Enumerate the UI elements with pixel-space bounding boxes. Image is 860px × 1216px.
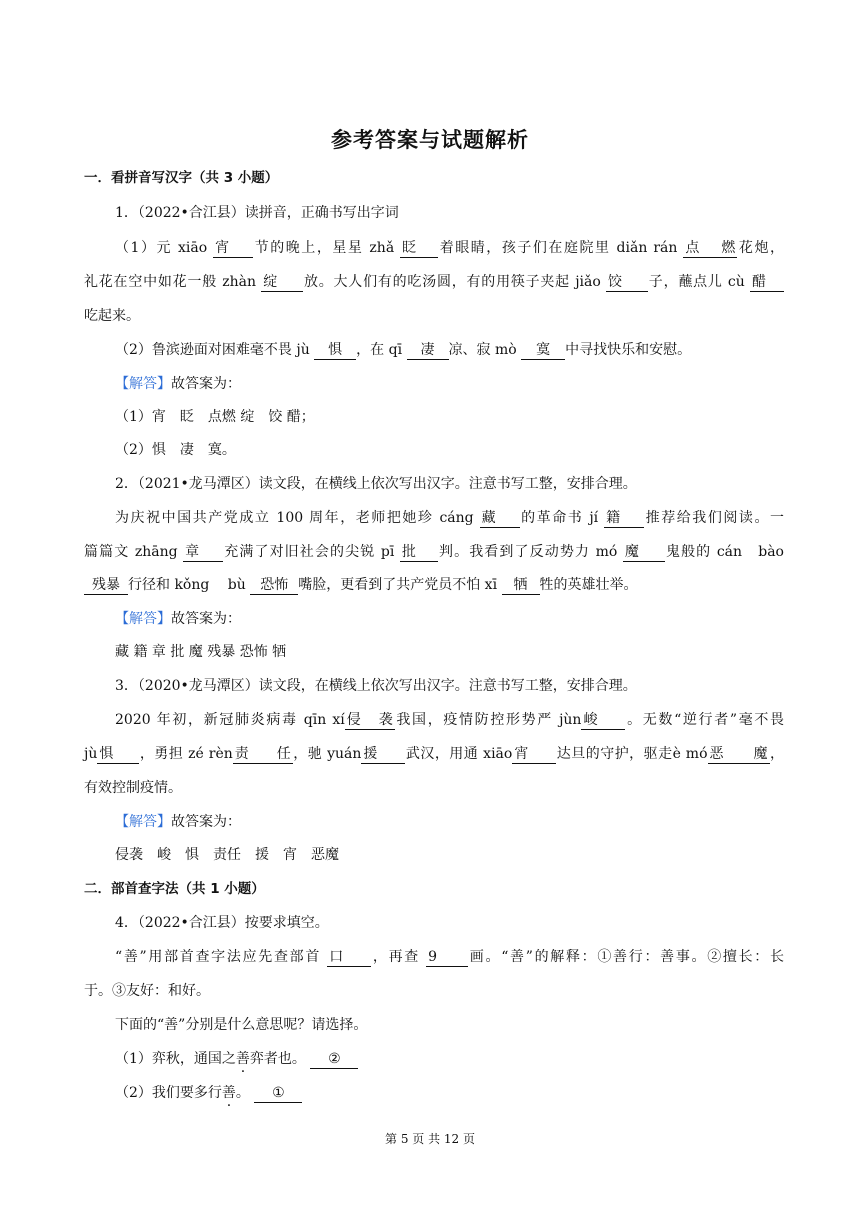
question-3-answer: 侵袭 峻 惧 责任 援 宵 恶魔 <box>115 847 339 863</box>
question-4-line2: 于。③友好：和好。 <box>84 983 210 999</box>
question-4-line3: 下面的“善”分别是什么意思呢？请选择。 <box>115 1017 368 1033</box>
answer-label: 【解答】 <box>115 611 171 627</box>
answer-blank: 章 <box>183 543 223 562</box>
answer-blank: 魔 <box>623 543 665 562</box>
answer-blank: ① <box>254 1084 302 1103</box>
question-1-stem: 1．（2022•合江县）读拼音，正确书写出字词 <box>115 205 399 221</box>
question-3-line3: 有效控制疫情。 <box>84 780 182 796</box>
answer-blank: 责任 <box>234 746 291 762</box>
answer-blank: ② <box>310 1050 358 1069</box>
answer-blank: 饺 <box>606 273 648 292</box>
question-2-line2: 篇篇文 zhāng 章 充满了对旧社会的尖锐 pī 批 判。我看到了反动势力 mó 魔 鬼般的 cán bào <box>84 544 784 560</box>
question-4-line1: “善”用部首查字法应先查部首 口 ，再查 9 画。“善”的解释：①善行：善事。②擅长：长 <box>115 949 784 965</box>
question-2-answer: 藏 籍 章 批 魔 残暴 恐怖 牺 <box>115 644 287 660</box>
answer-blank: 寞 <box>521 341 565 360</box>
page-title: 参考答案与试题解析 <box>331 128 529 152</box>
emphasis-dot-char: 善 <box>221 1085 236 1101</box>
question-2-line3: 残暴 行径和 kǒng bù 恐怖 嘴脸，更看到了共产党员不怕 xī 牺 牲的英雄壮举。 <box>84 575 784 595</box>
question-3-line1: 2020 年初，新冠肺炎病毒 qīn xí 侵袭 我国，疫情防控形势严 jùn 峻 。无数“逆行者”毫不畏 <box>115 712 785 728</box>
answer-blank: 残暴 <box>84 576 128 595</box>
answer-blank: 援 <box>361 745 405 764</box>
answer-blank: 恐怖 <box>250 576 298 595</box>
question-1-part1-line2: 礼花在空中如花一般 zhàn 绽 放。大人们有的吃汤圆，有的用筷子夹起 jiǎo 饺 子，蘸点儿 cù 醋 <box>84 272 784 292</box>
question-1-answer-2: （2）惧 凄 寞。 <box>115 442 236 458</box>
answer-blank: 凄 <box>407 341 449 360</box>
answer-blank: 籍 <box>604 509 644 528</box>
question-3-stem: 3．（2020•龙马潭区）读文段，在横线上依次写出汉字。注意书写工整，安排合理。 <box>115 678 637 694</box>
answer-blank: 侵袭 <box>346 712 393 728</box>
question-4-stem: 4．（2022•合江县）按要求填空。 <box>115 915 329 931</box>
answer-blank: 惧 <box>97 745 139 764</box>
question-3-line2: jù 惧 ，勇担 zé rèn 责任 ，驰 yuán 援 武汉，用通 xiāo 宵 达旦的守护，驱走è mó 恶魔 ， <box>84 746 784 762</box>
answer-blank: 藏 <box>480 509 520 528</box>
question-2-answer-header: 【解答】故答案为： <box>115 611 241 627</box>
question-1-answer-1: （1）宵 眨 点燃 绽 饺 醋； <box>115 409 315 425</box>
answer-blank: 绽 <box>261 273 303 292</box>
answer-blank: 口 <box>327 948 371 967</box>
answer-blank: 眨 <box>400 239 438 258</box>
question-1-part1-line1: （1）元 xiāo 宵 节的晚上，星星 zhǎ 眨 着眼睛，孩子们在庭院里 diǎn rán 点燃 花炮， <box>115 240 784 256</box>
answer-blank: 峻 <box>581 711 625 730</box>
answer-label: 【解答】 <box>115 376 171 392</box>
question-2-line1: 为庆祝中国共产党成立 100 周年，老师把她珍 cáng 藏 的革命书 jí 籍 推荐给我们阅读。一 <box>115 510 785 526</box>
page-footer: 第 5 页 共 12 页 <box>385 1132 475 1146</box>
question-1-answer-header: 【解答】故答案为： <box>115 376 241 392</box>
answer-blank: 宵 <box>512 745 556 764</box>
answer-blank: 点燃 <box>685 240 736 256</box>
question-4-sub2: （2）我们要多行善。 ① <box>115 1083 784 1103</box>
question-1-part1-line3: 吃起来。 <box>84 308 140 324</box>
question-4-sub1: （1）弈秋，通国之善弈者也。 ② <box>115 1049 784 1069</box>
emphasis-dot-char: 善 <box>235 1051 250 1067</box>
answer-blank: 牺 <box>502 576 540 595</box>
answer-blank: 宵 <box>213 239 253 258</box>
answer-blank: 批 <box>400 543 438 562</box>
answer-blank: 9 <box>426 948 468 967</box>
question-2-stem: 2．（2021•龙马潭区）读文段，在横线上依次写出汉字。注意书写工整，安排合理。 <box>115 476 637 492</box>
answer-label: 【解答】 <box>115 814 171 830</box>
section-heading-radical: 二．部首查字法（共 1 小题） <box>84 881 265 897</box>
answer-blank: 惧 <box>314 341 356 360</box>
answer-blank: 醋 <box>750 273 784 292</box>
question-1-part2: （2）鲁滨逊面对困难毫不畏 jù 惧 ，在 qī 凄 凉、寂 mò 寞 中寻找快乐和安慰。 <box>115 342 692 358</box>
section-heading-pinyin: 一．看拼音写汉字（共 3 小题） <box>84 170 279 186</box>
answer-blank: 恶魔 <box>709 746 768 762</box>
question-3-answer-header: 【解答】故答案为： <box>115 814 241 830</box>
